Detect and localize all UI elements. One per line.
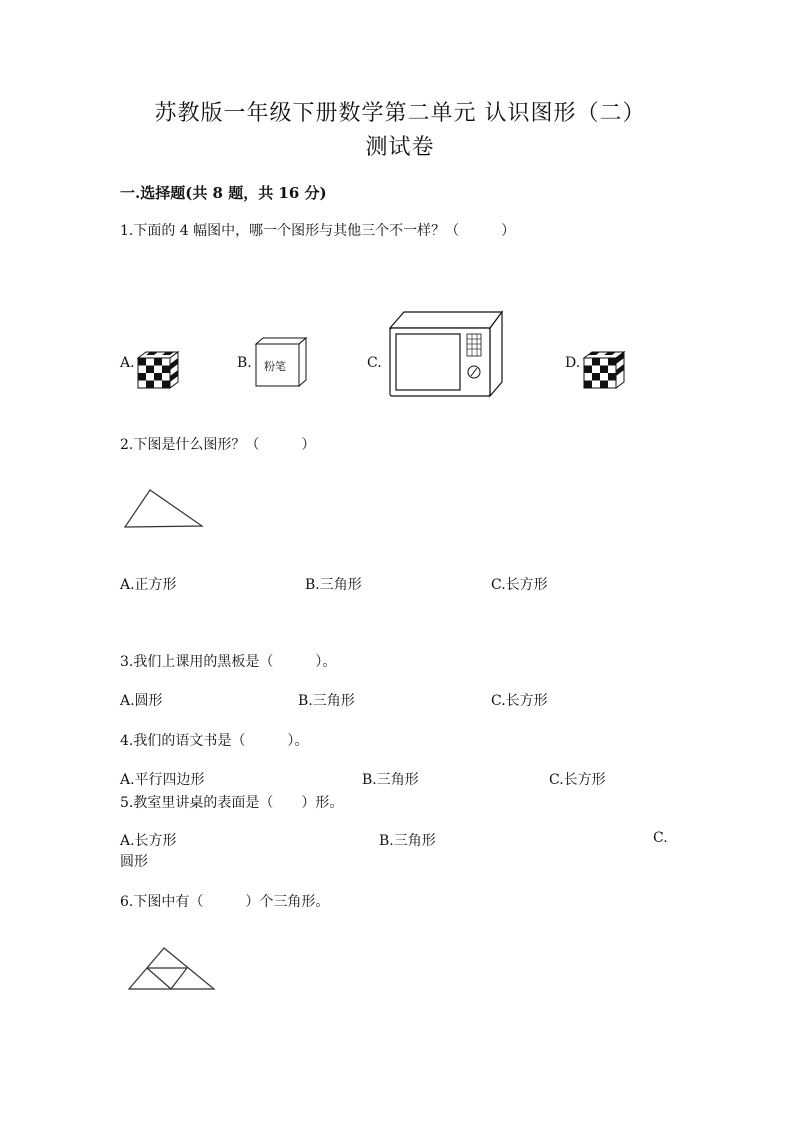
q1-option-a: A. — [120, 355, 135, 371]
chalk-box-label: 粉笔 — [264, 360, 286, 373]
checkered-cube-icon — [582, 350, 626, 390]
q3-option-a: A.圆形 — [120, 693, 163, 709]
question-4: 4.我们的语文书是（ ）。 — [120, 733, 309, 749]
q3-option-b: B.三角形 — [298, 693, 355, 709]
microwave-icon — [386, 310, 504, 400]
q2-option-a: A.正方形 — [120, 577, 177, 593]
q1-option-d: D. — [565, 355, 581, 371]
page-title-line2: 测试卷 — [365, 135, 435, 160]
q2-option-c: C.长方形 — [491, 577, 548, 593]
q1-option-b: B. — [237, 355, 252, 371]
q5-option-c-text: 圆形 — [120, 854, 148, 870]
checkered-cube-icon — [136, 350, 180, 390]
divided-triangle-icon — [126, 944, 218, 992]
q4-option-a: A.平行四边形 — [120, 772, 205, 788]
question-6: 6.下图中有（ ）个三角形。 — [120, 894, 330, 910]
question-3: 3.我们上课用的黑板是（ ）。 — [120, 654, 337, 670]
question-5: 5.教室里讲桌的表面是（ ）形。 — [120, 795, 344, 811]
q5-option-b: B.三角形 — [379, 833, 436, 849]
q5-option-a: A.长方形 — [120, 833, 177, 849]
q1-option-c: C. — [367, 355, 382, 371]
q4-option-c: C.长方形 — [549, 772, 606, 788]
section-heading: 一.选择题(共 8 题，共 16 分) — [120, 184, 327, 202]
question-1: 1.下面的 4 幅图中，哪一个图形与其他三个不一样？（ ） — [120, 223, 516, 239]
q5-option-c: C. — [653, 830, 668, 846]
triangle-icon — [122, 486, 206, 530]
question-2: 2.下图是什么图形？（ ） — [120, 437, 316, 453]
q2-option-b: B.三角形 — [305, 577, 362, 593]
q3-option-c: C.长方形 — [491, 693, 548, 709]
page-title-line1: 苏教版一年级下册数学第二单元 认识图形（二） — [154, 101, 646, 126]
q4-option-b: B.三角形 — [362, 772, 419, 788]
